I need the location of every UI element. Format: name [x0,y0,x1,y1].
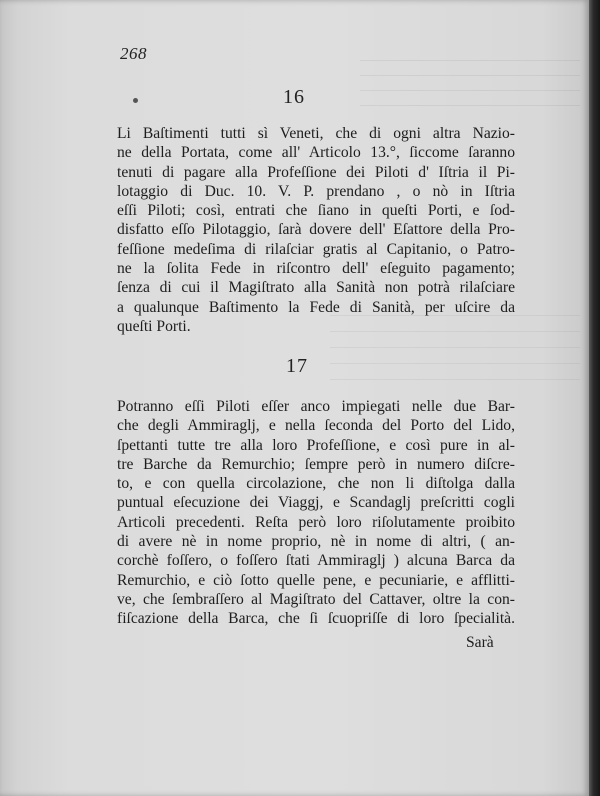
text-line: eſſi Piloti; così, entrati che ſiano in queſti Porti, e ſod- [117,202,515,220]
text-line: ve, che ſembraſſero al Magiſtrato del Cattaver, oltre la con- [117,590,515,608]
text-line: ne della Portata, come all' Articolo 13.°, ſiccome ſaranno [117,144,515,162]
article-paragraph [117,124,515,336]
text-line: Potranno eſſi Piloti eſſer anco impiegati nelle due Bar- [117,398,515,415]
catchword: Sarà [466,634,494,651]
article-number: 16 [283,86,305,108]
text-line: ſpettanti tutte tre alla loro Profeſſione, e così pure in al- [117,436,515,454]
text-line: ſenza di cui il Magiſtrato alla Sanità non potrà rilaſciare [117,279,515,297]
text-line: tenuti di pagare alla Profeſſione dei Piloti d' Iſtria il Pi- [117,163,515,181]
text-line: fiſcazione della Barca, che ſi ſcuopriſſe di loro ſpecialità. [117,610,515,628]
text-line: tre Barche da Remurchio; ſempre però in numero diſcre- [117,455,515,473]
text-line: a qualunque Baſtimento la Fede di Sanità, per uſcire da [117,298,515,316]
article-paragraph [117,397,515,629]
text-line: che degli Ammiraglj, e nella ſeconda del Porto del Lido, [117,417,515,435]
text-line: to, e con quella circolazione, che non li diſtolga dalla [117,475,515,493]
page-number: 268 [120,44,147,63]
article-number: 17 [286,355,308,377]
text-line: queſti Porti. [117,317,191,335]
text-line: feſſione medeſima di rilaſciar gratis al Capitanio, o Patro- [117,240,515,258]
text-line: corchè foſſero, o foſſero ſtati Ammiraglj ) alcuna Barca da [117,552,515,570]
text-line: Articoli precedenti. Reſta però loro riſolutamente proibito [117,513,515,531]
text-line: lotaggio di Duc. 10. V. P. prendano , o nò in Iſtria [117,182,515,200]
text-line: Li Baſtimenti tutti sì Veneti, che di ogni altra Nazio- [117,125,515,142]
text-line: di avere nè in nome proprio, nè in nome di altri, ( an- [117,533,515,551]
text-line: Remurchio, e ciò ſotto quelle pene, e pecuniarie, e afflitti- [117,571,515,589]
text-line: puntual eſecuzione dei Viaggj, e Scandaglj preſcritti cogli [117,494,515,512]
text-line: ne la ſolita Fede in riſcontro dell' eſeguito pagamento; [117,260,515,278]
book-spine-edge [589,0,600,796]
text-line: disfatto eſſo Pilotaggio, ſarà dovere dell' Eſattore della Pro- [117,221,515,239]
